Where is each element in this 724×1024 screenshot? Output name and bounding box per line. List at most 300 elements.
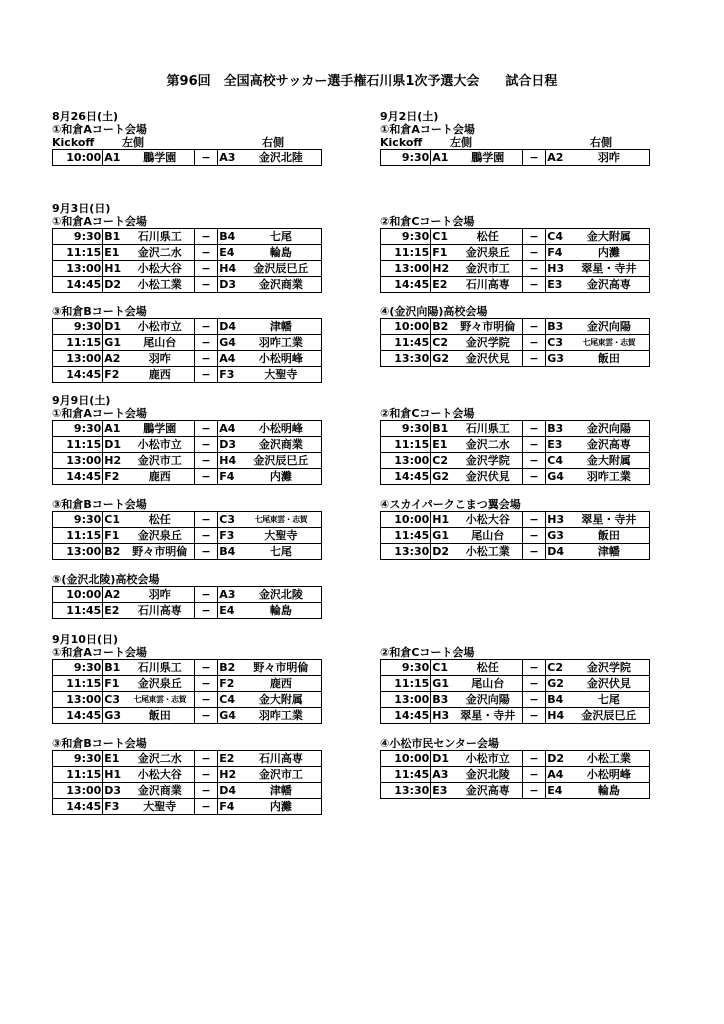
right-team-code: B4 [546, 692, 569, 708]
kickoff-time: 14:45 [381, 277, 431, 293]
right-team-name: 小松明峰 [241, 351, 322, 367]
match-date: 9月3日(日) [52, 202, 111, 215]
left-team-name: 金沢伏見 [454, 469, 522, 485]
match-table [380, 318, 650, 367]
match-date: 9月10日(日) [52, 633, 119, 646]
page-title: 第96回 全国高校サッカー選手権石川県1次予選大会 試合日程 [166, 74, 558, 89]
kickoff-time: 9:30 [53, 512, 103, 528]
kickoff-time: 10:00 [381, 751, 431, 767]
left-team-name: 金沢商業 [126, 783, 194, 799]
kickoff-time: 13:00 [381, 453, 431, 469]
match-row [381, 469, 650, 485]
left-team-name: 小松市立 [126, 319, 194, 335]
versus-dash: − [194, 367, 218, 383]
match-row [53, 150, 322, 166]
right-side-header: 右側 [262, 136, 284, 149]
left-team-code: E2 [431, 277, 454, 293]
versus-dash: − [194, 469, 218, 485]
versus-dash: − [522, 544, 546, 560]
right-team-code: C2 [546, 660, 569, 676]
left-team-code: D2 [431, 544, 454, 560]
left-team-code: E2 [103, 603, 126, 619]
left-team-code: G1 [431, 676, 454, 692]
right-team-name: 野々市明倫 [241, 660, 322, 676]
versus-dash: − [194, 587, 218, 603]
versus-dash: − [194, 767, 218, 783]
kickoff-time: 11:45 [381, 767, 431, 783]
match-table [52, 318, 322, 383]
kickoff-time: 11:15 [53, 245, 103, 261]
match-row [381, 544, 650, 560]
right-team-name: 金沢向陽 [569, 421, 650, 437]
left-team-code: C3 [103, 692, 126, 708]
left-team-code: G1 [431, 528, 454, 544]
left-team-name: 野々市明倫 [126, 544, 194, 560]
left-team-name: 尾山台 [454, 528, 522, 544]
versus-dash: − [522, 261, 546, 277]
versus-dash: − [194, 544, 218, 560]
right-side-header: 右側 [590, 136, 612, 149]
right-team-code: A3 [218, 587, 241, 603]
left-team-name: 金沢二水 [126, 751, 194, 767]
versus-dash: − [194, 783, 218, 799]
match-row [53, 245, 322, 261]
kickoff-time: 9:30 [53, 660, 103, 676]
left-team-name: 石川高専 [126, 603, 194, 619]
left-team-name: 松任 [454, 229, 522, 245]
kickoff-time: 13:00 [53, 692, 103, 708]
left-team-name: 小松大谷 [454, 512, 522, 528]
match-row [53, 512, 322, 528]
venue-name: ③和倉Bコート会場 [52, 498, 147, 511]
venue-name: ①和倉Aコート会場 [52, 215, 147, 228]
left-team-name: 飯田 [126, 708, 194, 724]
right-team-code: D4 [546, 544, 569, 560]
left-team-name: 小松市立 [126, 437, 194, 453]
versus-dash: − [522, 528, 546, 544]
right-team-name: 羽咋工業 [241, 335, 322, 351]
left-team-name: 金沢市工 [454, 261, 522, 277]
match-row [53, 708, 322, 724]
right-team-code: C3 [218, 512, 241, 528]
versus-dash: − [522, 751, 546, 767]
left-side-header: 左側 [122, 136, 144, 149]
kickoff-time: 13:00 [381, 692, 431, 708]
versus-dash: − [522, 692, 546, 708]
schedule-block [380, 110, 650, 166]
kickoff-time: 14:45 [381, 708, 431, 724]
right-team-code: A4 [546, 767, 569, 783]
versus-dash: − [522, 783, 546, 799]
kickoff-time: 13:30 [381, 783, 431, 799]
versus-dash: − [522, 351, 546, 367]
venue-name: ④(金沢向陽)高校会場 [380, 305, 488, 318]
versus-dash: − [522, 229, 546, 245]
left-team-name: 金沢市工 [126, 453, 194, 469]
versus-dash: − [194, 676, 218, 692]
right-team-name: 金大附属 [241, 692, 322, 708]
venue-name: ④小松市民センター会場 [380, 737, 499, 750]
left-team-name: 鵬学園 [454, 150, 522, 166]
right-team-name: 金沢高専 [569, 277, 650, 293]
right-team-code: E4 [546, 783, 569, 799]
match-row [381, 277, 650, 293]
versus-dash: − [522, 453, 546, 469]
left-team-name: 小松大谷 [126, 767, 194, 783]
left-team-name: 小松市立 [454, 751, 522, 767]
match-row [53, 544, 322, 560]
right-team-code: A4 [218, 351, 241, 367]
kickoff-time: 14:45 [381, 469, 431, 485]
match-row [53, 783, 322, 799]
venue-name: ②和倉Cコート会場 [380, 646, 475, 659]
versus-dash: − [194, 421, 218, 437]
right-team-code: F4 [218, 469, 241, 485]
left-team-name: 尾山台 [454, 676, 522, 692]
right-team-name: 金沢商業 [241, 437, 322, 453]
kickoff-time: 9:30 [381, 660, 431, 676]
right-team-code: D3 [218, 277, 241, 293]
match-row [53, 799, 322, 815]
left-team-code: E1 [431, 437, 454, 453]
left-team-code: A3 [431, 767, 454, 783]
right-team-name: 内灘 [569, 245, 650, 261]
match-row [53, 335, 322, 351]
match-row [381, 229, 650, 245]
right-team-code: C4 [218, 692, 241, 708]
schedule-block [52, 202, 322, 293]
right-team-code: G4 [546, 469, 569, 485]
right-team-code: E2 [218, 751, 241, 767]
venue-name: ②和倉Cコート会場 [380, 407, 475, 420]
match-row [53, 261, 322, 277]
match-row [381, 767, 650, 783]
kickoff-time: 9:30 [381, 421, 431, 437]
match-row [381, 437, 650, 453]
column-header [380, 136, 650, 149]
left-team-name: 羽咋 [126, 587, 194, 603]
right-team-code: C4 [546, 453, 569, 469]
right-team-code: A2 [546, 150, 569, 166]
kickoff-time: 13:00 [53, 261, 103, 277]
schedule-block [52, 737, 322, 815]
match-table [380, 511, 650, 560]
left-team-name: 石川県工 [126, 660, 194, 676]
left-team-name: 金沢泉丘 [126, 676, 194, 692]
right-team-name: 金沢北陵 [241, 587, 322, 603]
right-team-name: 金沢辰巳丘 [569, 708, 650, 724]
right-team-name: 金大附属 [569, 453, 650, 469]
left-team-name: 小松工業 [126, 277, 194, 293]
kickoff-time: 10:00 [381, 512, 431, 528]
right-team-code: F2 [218, 676, 241, 692]
left-team-code: C1 [431, 660, 454, 676]
left-team-code: D1 [103, 319, 126, 335]
left-team-name: 石川県工 [126, 229, 194, 245]
left-team-code: A1 [103, 150, 126, 166]
right-team-name: 金沢辰巳丘 [241, 261, 322, 277]
schedule-block [380, 305, 650, 367]
versus-dash: − [194, 528, 218, 544]
match-row [381, 676, 650, 692]
right-team-name: 金沢北陸 [241, 150, 322, 166]
right-team-name: 鹿西 [241, 676, 322, 692]
left-team-code: D1 [431, 751, 454, 767]
left-team-name: 鹿西 [126, 367, 194, 383]
left-team-name: 金沢学院 [454, 453, 522, 469]
match-row [381, 708, 650, 724]
left-team-code: B2 [431, 319, 454, 335]
venue-name: ③和倉Bコート会場 [52, 737, 147, 750]
versus-dash: − [522, 437, 546, 453]
left-team-code: H1 [431, 512, 454, 528]
right-team-name: 七尾 [569, 692, 650, 708]
match-row [381, 660, 650, 676]
left-team-code: C1 [431, 229, 454, 245]
left-team-code: G2 [431, 469, 454, 485]
match-row [53, 660, 322, 676]
left-team-code: A1 [431, 150, 454, 166]
left-team-name: 鹿西 [126, 469, 194, 485]
left-team-code: H2 [103, 453, 126, 469]
venue-name: ③和倉Bコート会場 [52, 305, 147, 318]
left-team-name: 松任 [454, 660, 522, 676]
match-row [53, 367, 322, 383]
left-team-code: B1 [103, 660, 126, 676]
right-team-code: D3 [218, 437, 241, 453]
right-team-code: A3 [218, 150, 241, 166]
right-team-code: H4 [546, 708, 569, 724]
right-team-name: 金沢商業 [241, 277, 322, 293]
match-row [53, 676, 322, 692]
match-table [380, 149, 650, 166]
right-team-name: 七尾 [241, 229, 322, 245]
venue-name: ⑤(金沢北陵)高校会場 [52, 573, 160, 586]
right-team-code: D2 [546, 751, 569, 767]
schedule-block [380, 498, 650, 560]
right-team-name: 大聖寺 [241, 367, 322, 383]
versus-dash: − [194, 335, 218, 351]
right-team-name: 七尾 [241, 544, 322, 560]
right-team-code: E4 [218, 603, 241, 619]
left-team-code: B1 [431, 421, 454, 437]
right-team-name: 羽咋 [569, 150, 650, 166]
versus-dash: − [522, 335, 546, 351]
right-team-code: C3 [546, 335, 569, 351]
left-team-code: C2 [431, 453, 454, 469]
left-team-code: B3 [431, 692, 454, 708]
kickoff-time: 14:45 [53, 708, 103, 724]
kickoff-time: 10:00 [53, 587, 103, 603]
right-team-code: B4 [218, 229, 241, 245]
versus-dash: − [522, 421, 546, 437]
kickoff-time: 11:15 [381, 437, 431, 453]
schedule-block [52, 498, 322, 560]
kickoff-time: 9:30 [381, 229, 431, 245]
kickoff-header: Kickoff [52, 136, 95, 149]
match-row [53, 229, 322, 245]
match-table [380, 228, 650, 293]
left-team-name: 金沢二水 [126, 245, 194, 261]
versus-dash: − [522, 319, 546, 335]
left-team-name: 松任 [126, 512, 194, 528]
right-team-code: F4 [546, 245, 569, 261]
kickoff-time: 11:45 [381, 335, 431, 351]
right-team-code: B2 [218, 660, 241, 676]
kickoff-time: 11:15 [53, 528, 103, 544]
left-team-name: 石川高専 [454, 277, 522, 293]
kickoff-time: 9:30 [381, 150, 431, 166]
left-team-code: F1 [103, 528, 126, 544]
match-row [381, 150, 650, 166]
right-team-name: 飯田 [569, 351, 650, 367]
right-team-code: H3 [546, 261, 569, 277]
right-team-code: D4 [218, 319, 241, 335]
match-table [52, 420, 322, 485]
left-team-name: 金沢高専 [454, 783, 522, 799]
kickoff-time: 9:30 [53, 319, 103, 335]
left-team-code: H1 [103, 261, 126, 277]
left-team-name: 鵬学園 [126, 421, 194, 437]
kickoff-time: 14:45 [53, 469, 103, 485]
versus-dash: − [194, 351, 218, 367]
schedule-block [52, 573, 322, 619]
kickoff-time: 14:45 [53, 799, 103, 815]
versus-dash: − [194, 453, 218, 469]
versus-dash: − [194, 229, 218, 245]
schedule-block [380, 215, 650, 293]
kickoff-time: 13:30 [381, 351, 431, 367]
venue-name: ①和倉Aコート会場 [52, 123, 147, 136]
left-team-name: 小松工業 [454, 544, 522, 560]
left-team-code: D2 [103, 277, 126, 293]
left-team-name: 野々市明倫 [454, 319, 522, 335]
right-team-code: A4 [218, 421, 241, 437]
right-team-code: F3 [218, 528, 241, 544]
right-team-name: 七尾東雲・志賀 [569, 335, 650, 351]
right-team-name: 羽咋工業 [241, 708, 322, 724]
right-team-name: 石川高専 [241, 751, 322, 767]
match-row [381, 335, 650, 351]
left-team-name: 金沢伏見 [454, 351, 522, 367]
kickoff-time: 11:15 [53, 767, 103, 783]
match-row [381, 319, 650, 335]
versus-dash: − [194, 319, 218, 335]
left-team-code: F3 [103, 799, 126, 815]
right-team-name: 金沢辰巳丘 [241, 453, 322, 469]
match-row [381, 528, 650, 544]
versus-dash: − [194, 277, 218, 293]
left-team-code: D3 [103, 783, 126, 799]
kickoff-time: 10:00 [381, 319, 431, 335]
left-team-code: H2 [431, 261, 454, 277]
match-row [381, 783, 650, 799]
match-row [53, 351, 322, 367]
match-row [381, 421, 650, 437]
left-team-code: H3 [431, 708, 454, 724]
kickoff-time: 11:45 [53, 603, 103, 619]
match-date: 8月26日(土) [52, 110, 119, 123]
right-team-code: H3 [546, 512, 569, 528]
kickoff-time: 13:00 [53, 453, 103, 469]
versus-dash: − [522, 469, 546, 485]
left-team-name: 金沢泉丘 [126, 528, 194, 544]
kickoff-time: 14:45 [53, 277, 103, 293]
kickoff-time: 9:30 [53, 751, 103, 767]
left-team-code: B2 [103, 544, 126, 560]
right-team-code: E4 [218, 245, 241, 261]
venue-name: ②和倉Cコート会場 [380, 215, 475, 228]
right-team-name: 輪島 [241, 603, 322, 619]
right-team-name: 金沢伏見 [569, 676, 650, 692]
versus-dash: − [194, 799, 218, 815]
versus-dash: − [522, 245, 546, 261]
versus-dash: − [522, 660, 546, 676]
match-date: 9月2日(土) [380, 110, 439, 123]
right-team-code: B3 [546, 421, 569, 437]
right-team-name: 金大附属 [569, 229, 650, 245]
kickoff-time: 13:30 [381, 544, 431, 560]
schedule-block [52, 305, 322, 383]
kickoff-time: 13:00 [53, 544, 103, 560]
kickoff-time: 9:30 [53, 229, 103, 245]
right-team-name: 津幡 [241, 783, 322, 799]
versus-dash: − [194, 692, 218, 708]
match-row [53, 587, 322, 603]
left-team-name: 金沢学院 [454, 335, 522, 351]
match-table [52, 228, 322, 293]
right-team-code: E3 [546, 277, 569, 293]
match-table [52, 149, 322, 166]
versus-dash: − [522, 150, 546, 166]
left-team-name: 金沢北陵 [454, 767, 522, 783]
versus-dash: − [194, 261, 218, 277]
match-row [53, 528, 322, 544]
match-row [53, 319, 322, 335]
right-team-name: 金沢学院 [569, 660, 650, 676]
match-row [381, 453, 650, 469]
match-table [380, 659, 650, 724]
right-team-code: D4 [218, 783, 241, 799]
right-team-name: 金沢市工 [241, 767, 322, 783]
kickoff-time: 13:00 [53, 351, 103, 367]
venue-name: ①和倉Aコート会場 [380, 123, 475, 136]
right-team-name: 飯田 [569, 528, 650, 544]
match-row [381, 512, 650, 528]
right-team-name: 内灘 [241, 469, 322, 485]
kickoff-header: Kickoff [380, 136, 423, 149]
left-team-code: C1 [103, 512, 126, 528]
venue-name: ①和倉Aコート会場 [52, 407, 147, 420]
left-team-code: E1 [103, 245, 126, 261]
left-team-name: 金沢二水 [454, 437, 522, 453]
left-team-code: A2 [103, 351, 126, 367]
match-row [381, 692, 650, 708]
versus-dash: − [194, 603, 218, 619]
schedule-block [52, 633, 322, 724]
right-team-name: 七尾東雲・志賀 [241, 512, 322, 528]
kickoff-time: 11:15 [53, 335, 103, 351]
right-team-code: H2 [218, 767, 241, 783]
match-row [381, 261, 650, 277]
left-team-code: D1 [103, 437, 126, 453]
left-team-code: F1 [103, 676, 126, 692]
right-team-code: B3 [546, 319, 569, 335]
left-team-name: 金沢泉丘 [454, 245, 522, 261]
left-team-name: 金沢向陽 [454, 692, 522, 708]
right-team-name: 津幡 [241, 319, 322, 335]
right-team-code: C4 [546, 229, 569, 245]
